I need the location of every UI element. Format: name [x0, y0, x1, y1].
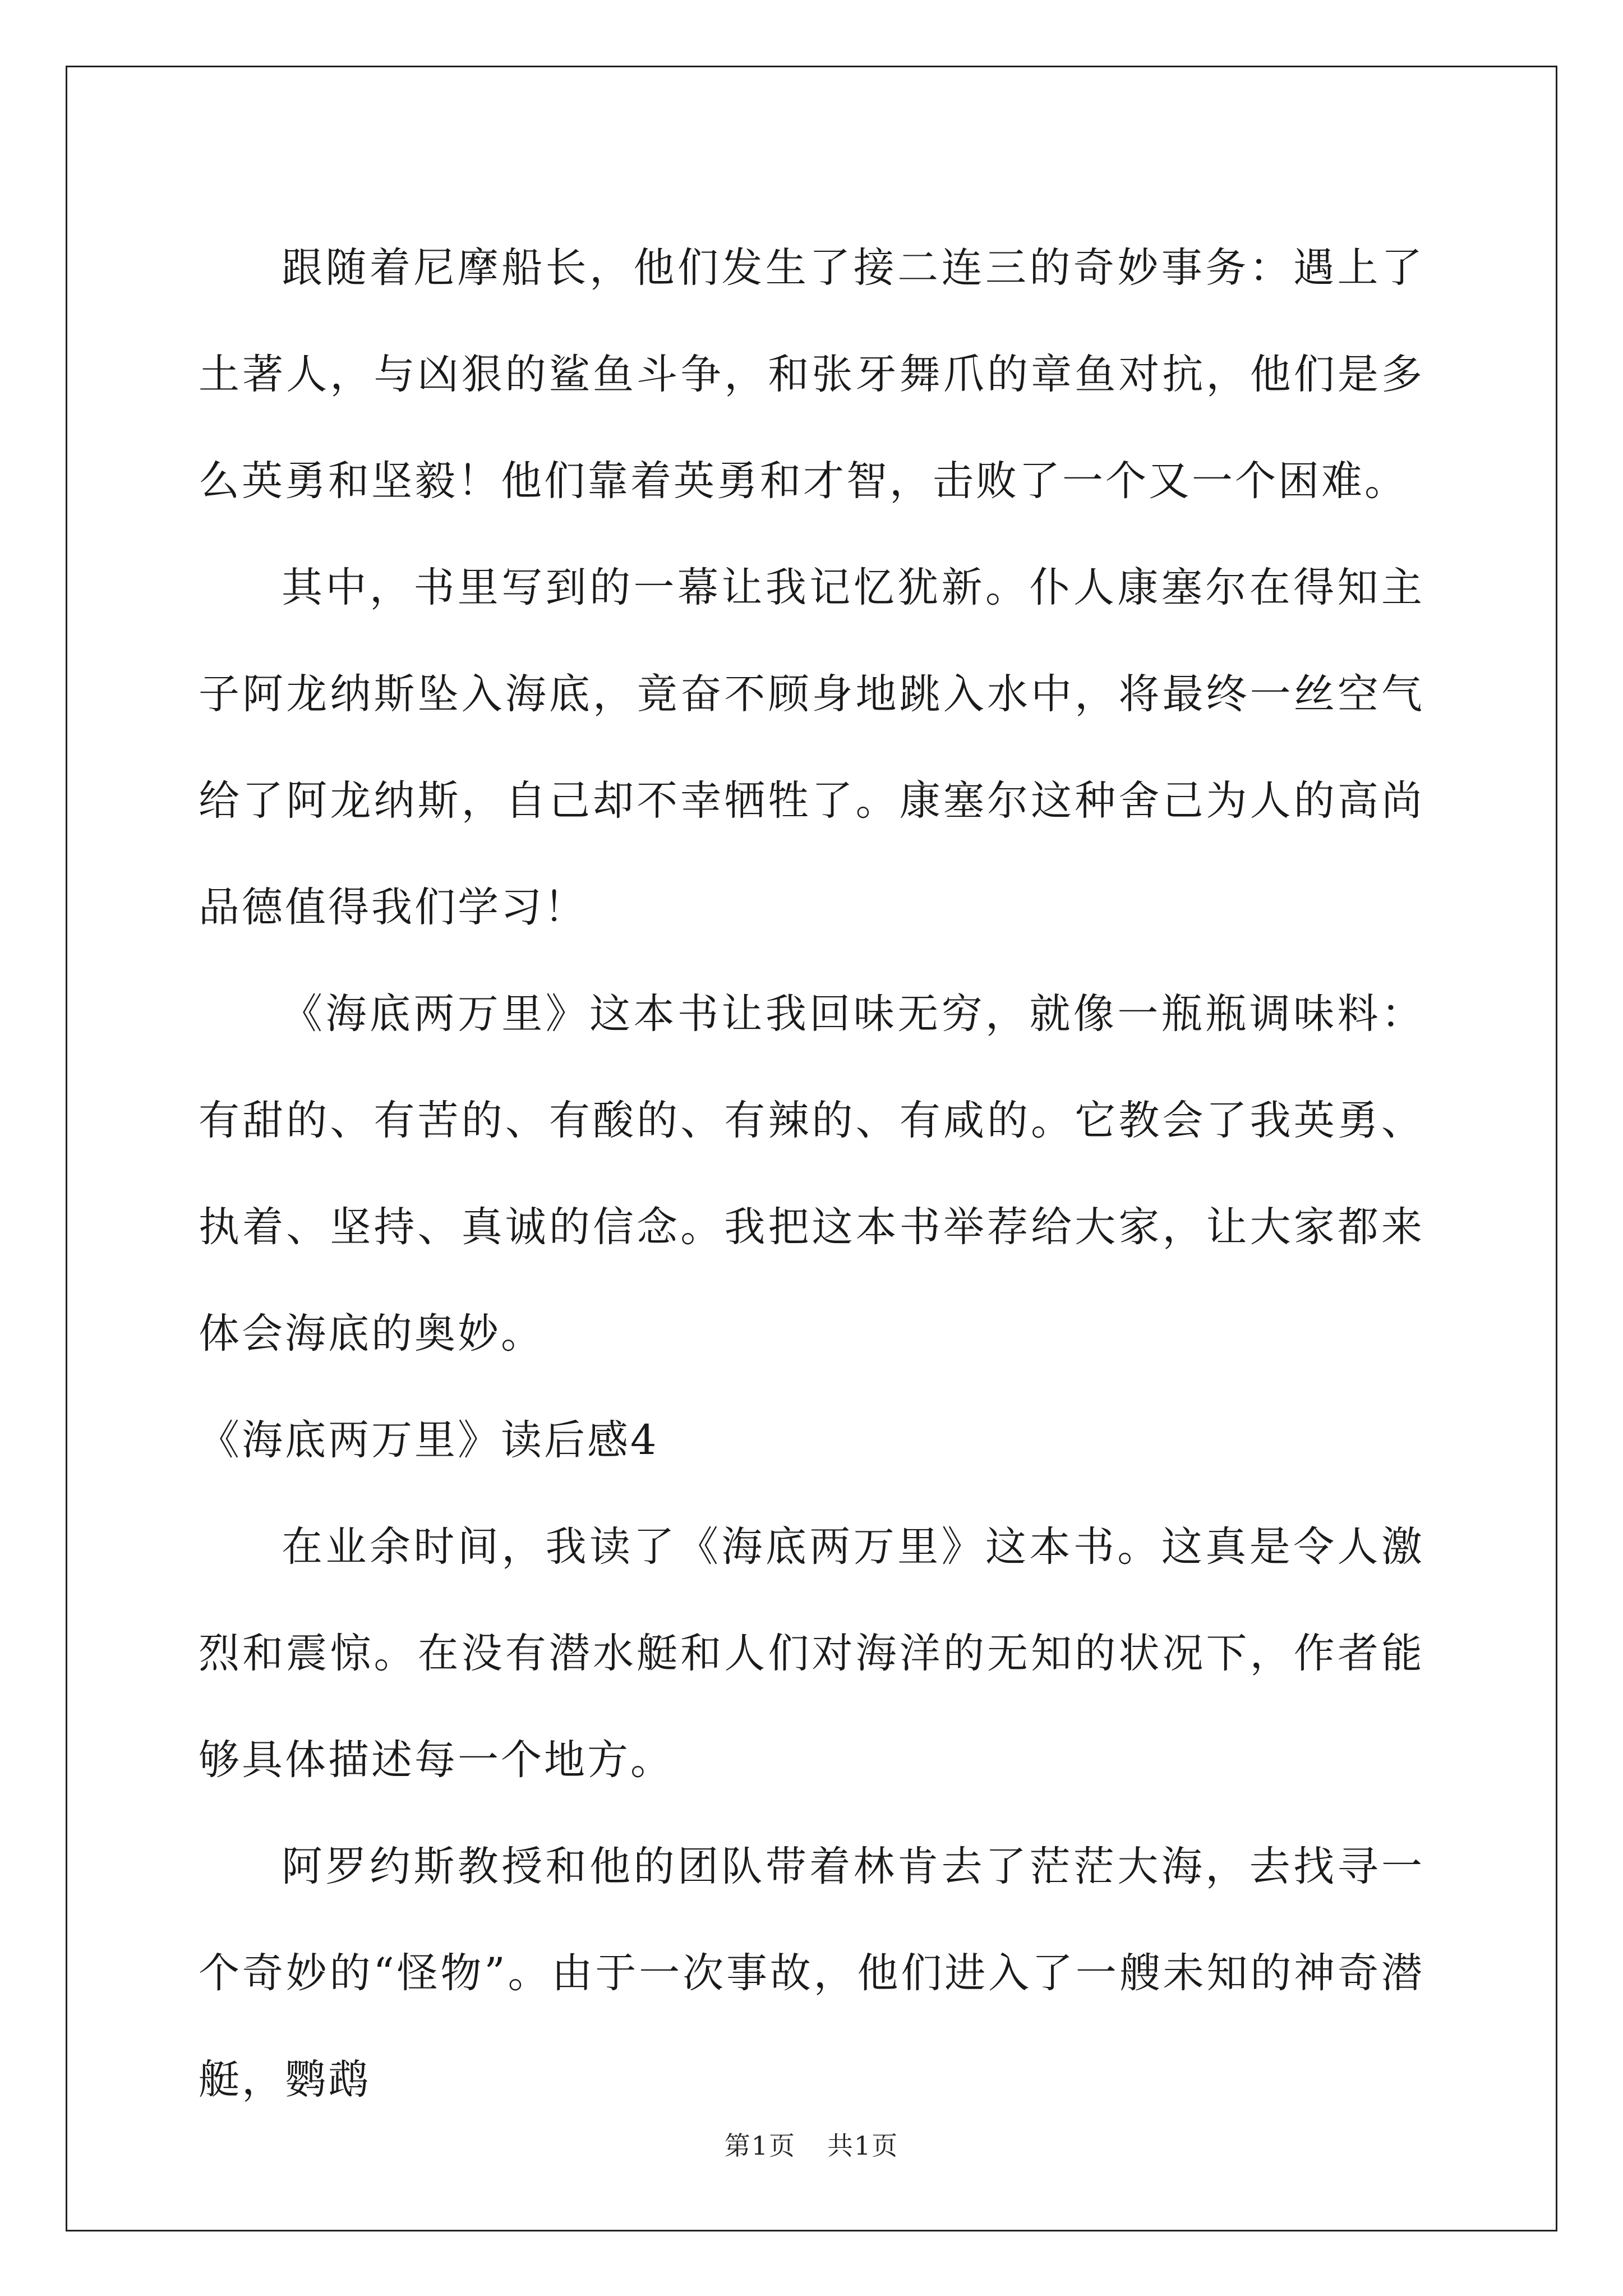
paragraph: 阿罗约斯教授和他的团队带着林肯去了茫茫大海，去找寻一个奇妙的“怪物”。由于一次事故，他们进入了一艘未知的神奇潜艇，鹦鹉	[199, 1843, 1424, 2104]
section-heading: 《海底两万里》读后感4	[199, 1416, 659, 1464]
paragraph: 在业余时间，我读了《海底两万里》这本书。这真是令人激烈和震惊。在没有潜水艇和人们对海洋的无知的状况下，作者能够具体描述每一个地方。	[199, 1523, 1424, 1784]
paragraph: 《海底两万里》这本书让我回味无穷，就像一瓶瓶调味料：有甜的、有苦的、有酸的、有辣的、有咸的。它教会了我英勇、执着、坚持、真诚的信念。我把这本书举荐给大家，让大家都来体会海底的奥妙。	[199, 990, 1424, 1358]
paragraph: 其中，书里写到的一幕让我记忆犹新。仆人康塞尔在得知主子阿龙纳斯坠入海底，竟奋不顾身地跳入水中，将最终一丝空气给了阿龙纳斯，自己却不幸牺牲了。康塞尔这种舍己为人的高尚品德值得我们学习！	[199, 564, 1424, 931]
document-body	[199, 215, 1424, 2133]
page-footer	[0, 2129, 1623, 2162]
paragraph: 跟随着尼摩船长，他们发生了接二连三的奇妙事务：遇上了土著人，与凶狠的鲨鱼斗争，和张牙舞爪的章鱼对抗，他们是多么英勇和坚毅！他们靠着英勇和才智，击败了一个又一个困难。	[199, 244, 1424, 505]
page-number-total: 共1页	[827, 2131, 899, 2161]
page-number-current: 第1页	[724, 2131, 796, 2161]
